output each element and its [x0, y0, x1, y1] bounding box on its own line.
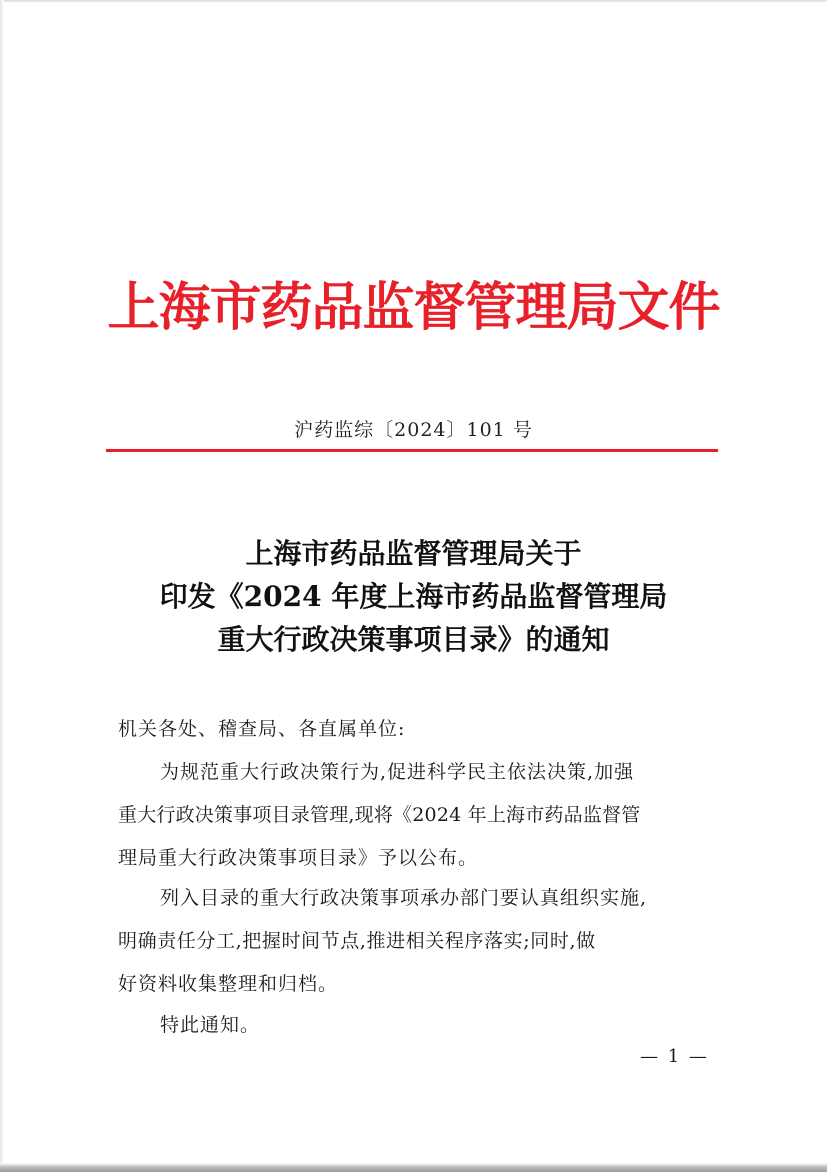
paragraph-2-line-2: 明确责任分工,把握时间节点,推进相关程序落实;同时,做 — [118, 930, 596, 952]
red-separator-line — [106, 449, 718, 452]
paragraph-1-line-3: 理局重大行政决策事项目录》予以公布。 — [118, 847, 479, 869]
closing-phrase: 特此通知。 — [160, 1014, 261, 1036]
paragraph-2-line-1: 列入目录的重大行政决策事项承办部门要认真组织实施, — [160, 887, 648, 909]
document-number: 沪药监综〔2024〕101 号 — [294, 419, 533, 441]
title-line-1: 上海市药品监督管理局关于 — [245, 537, 582, 570]
salutation: 机关各处、稽查局、各直属单位: — [118, 718, 406, 740]
document-title — [0, 532, 827, 661]
paragraph-1-line-1: 为规范重大行政决策行为,促进科学民主依法决策,加强 — [160, 761, 635, 783]
scan-edge-top — [0, 0, 827, 3]
paragraph-1-line-2: 重大行政决策事项目录管理,现将《2024 年上海市药品监督管 — [118, 804, 641, 826]
scan-edge-bottom — [0, 1163, 827, 1172]
paragraph-2-line-3: 好资料收集整理和归档。 — [118, 973, 339, 995]
page-number: — 1 — — [640, 1046, 709, 1067]
document-masthead: 上海市药品监督管理局文件 — [107, 277, 720, 338]
title-line-2: 印发《2024 年度上海市药品监督管理局 — [159, 580, 668, 613]
title-line-3: 重大行政决策事项目录》的通知 — [217, 623, 610, 656]
